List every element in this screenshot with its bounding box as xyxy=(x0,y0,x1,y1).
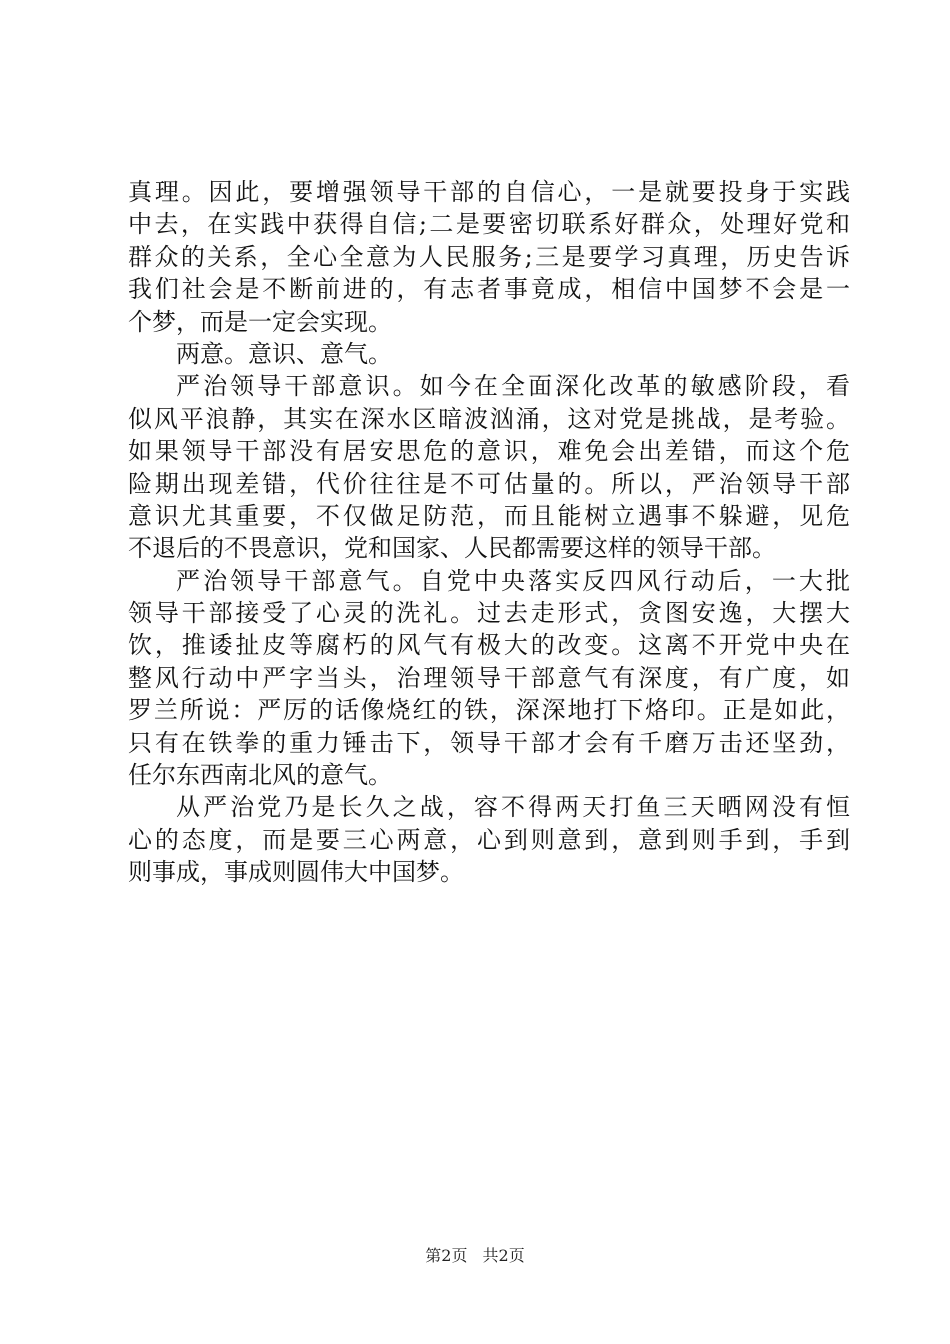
text-line: 饮，推诿扯皮等腐朽的风气有极大的改变。这离不开党中央在 xyxy=(128,631,850,660)
text-line: 如果领导干部没有居安思危的意识，难免会出差错，而这个危 xyxy=(128,437,850,466)
text-line: 心的态度，而是要三心两意，心到则意到，意到则手到，手到 xyxy=(128,825,850,854)
paragraph-1 xyxy=(128,176,850,338)
text-line: 严治领导干部意识。如今在全面深化改革的敏感阶段，看 xyxy=(176,372,850,401)
text-line: 领导干部接受了心灵的洗礼。过去走形式，贪图安逸，大摆大 xyxy=(128,599,850,628)
paragraph-3 xyxy=(128,370,850,564)
text-line: 任尔东西南北风的意气。 xyxy=(128,761,392,790)
paragraph-2 xyxy=(128,338,850,370)
text-line: 我们社会是不断前进的，有志者事竟成，相信中国梦不会是一 xyxy=(128,275,850,304)
text-line: 真理。因此，要增强领导干部的自信心，一是就要投身于实践 xyxy=(128,178,850,206)
page-number-current: 第2页 xyxy=(425,1246,468,1265)
text-line: 从严治党乃是长久之战，容不得两天打鱼三天晒网没有恒 xyxy=(176,793,850,822)
text-line: 意识尤其重要，不仅做足防范，而且能树立遇事不躲避，见危 xyxy=(128,501,850,530)
paragraph-4 xyxy=(128,565,850,792)
document-body xyxy=(128,176,850,889)
text-line: 险期出现差错，代价往往是不可估量的。所以，严治领导干部 xyxy=(128,469,850,498)
text-line: 不退后的不畏意识，党和国家、人民都需要这样的领导干部。 xyxy=(128,534,776,563)
section-heading-line: 两意。意识、意气。 xyxy=(176,339,392,368)
text-line: 群众的关系，全心全意为人民服务;三是要学习真理，历史告诉 xyxy=(128,242,850,271)
page-footer xyxy=(0,1246,950,1266)
text-line: 罗兰所说：严厉的话像烧红的铁，深深地打下烙印。正是如此， xyxy=(128,696,850,725)
page-number-total: 共2页 xyxy=(482,1246,525,1265)
text-line: 似风平浪静，其实在深水区暗波汹涌，这对党是挑战，是考验。 xyxy=(128,404,850,433)
text-line: 中去，在实践中获得自信;二是要密切联系好群众，处理好党和 xyxy=(128,210,850,239)
text-line: 则事成，事成则圆伟大中国梦。 xyxy=(128,858,464,887)
text-line: 只有在铁拳的重力锤击下，领导干部才会有千磨万击还坚劲， xyxy=(128,728,850,757)
text-line: 整风行动中严字当头，治理领导干部意气有深度，有广度，如 xyxy=(128,663,850,692)
text-line: 严治领导干部意气。自党中央落实反四风行动后，一大批 xyxy=(176,566,850,595)
text-line: 个梦，而是一定会实现。 xyxy=(128,307,392,336)
paragraph-5 xyxy=(128,791,850,888)
